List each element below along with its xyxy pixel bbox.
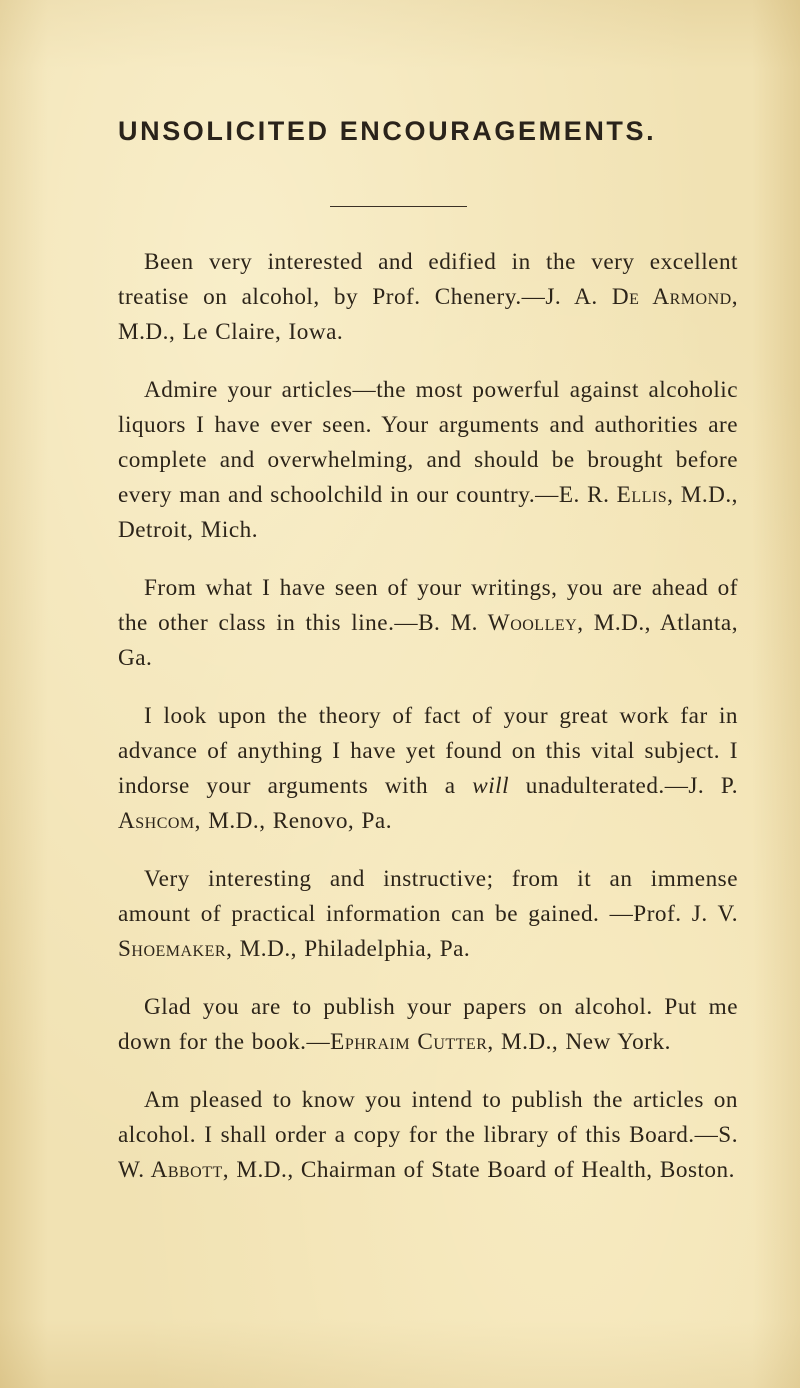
testimonial-author: B. M. Woolley: [418, 610, 578, 636]
testimonial: [118, 990, 738, 1060]
testimonial-credentials: , M.D., Chairman of State Board of Health, Boston.: [222, 1157, 735, 1183]
testimonial-author: J. A. De Armond: [545, 284, 732, 310]
testimonial-credentials: , M.D., Philadelphia, Pa.: [226, 936, 471, 962]
testimonial-text: Very interesting and instructive; from it an immense amount of practical information can be gained. —Prof.: [118, 866, 738, 927]
page: [118, 118, 738, 1211]
testimonial-credentials: , M.D., Le Claire, Iowa.: [118, 284, 738, 345]
testimonial: [118, 571, 738, 676]
testimonial: [118, 862, 738, 967]
testimonial-author: E. R. Ellis: [558, 482, 668, 508]
testimonial-text: From what I have seen of your writings, you are ahead of the other class in this line.—: [118, 575, 738, 636]
testimonial-text: Admire your articles—the most powerful against alcoholic liquors I have ever seen. Your arguments and authorities are complete and overwhelming, and should be brought before every man and schoolchild in our country.—: [118, 377, 738, 508]
testimonial-credentials: , M.D., Atlanta, Ga.: [118, 610, 738, 671]
testimonial-author: J. V. Shoemaker: [118, 901, 739, 962]
testimonial-text: unadulterated.—: [509, 773, 689, 799]
testimonial-text: I look upon the theory of fact of your great work far in advance of anything I have yet found on this vital subject. I indorse your arguments with a: [118, 703, 738, 799]
testimonial: [118, 245, 738, 350]
testimonial: [118, 373, 738, 548]
testimonial-author: Ephraim Cutter: [330, 1029, 488, 1055]
testimonial-author: S. W. Abbott: [118, 1122, 738, 1183]
testimonial: [118, 699, 738, 839]
testimonial-text: Glad you are to publish your papers on alcohol. Put me down for the book.—: [118, 994, 738, 1055]
page-heading: UNSOLICITED ENCOURAGEMENTS.: [118, 116, 657, 146]
testimonial: [118, 1083, 738, 1188]
testimonial-credentials: , M.D., Renovo, Pa.: [194, 808, 393, 834]
testimonial-list: [118, 245, 738, 1188]
heading-rule: [330, 206, 467, 207]
testimonial-text: Am pleased to know you intend to publish the articles on alcohol. I shall order a copy for the library of this Board.—: [118, 1087, 738, 1148]
testimonial-author: J. P. Ashcom: [118, 773, 739, 834]
testimonial-credentials: , M.D., New York.: [487, 1029, 671, 1055]
testimonial-text: Been very interested and edified in the very excellent treatise on alcohol, by Prof. Chenery.—: [118, 249, 738, 310]
testimonial-credentials: , M.D., Detroit, Mich.: [118, 482, 738, 543]
testimonial-emphasis: will: [472, 773, 510, 799]
